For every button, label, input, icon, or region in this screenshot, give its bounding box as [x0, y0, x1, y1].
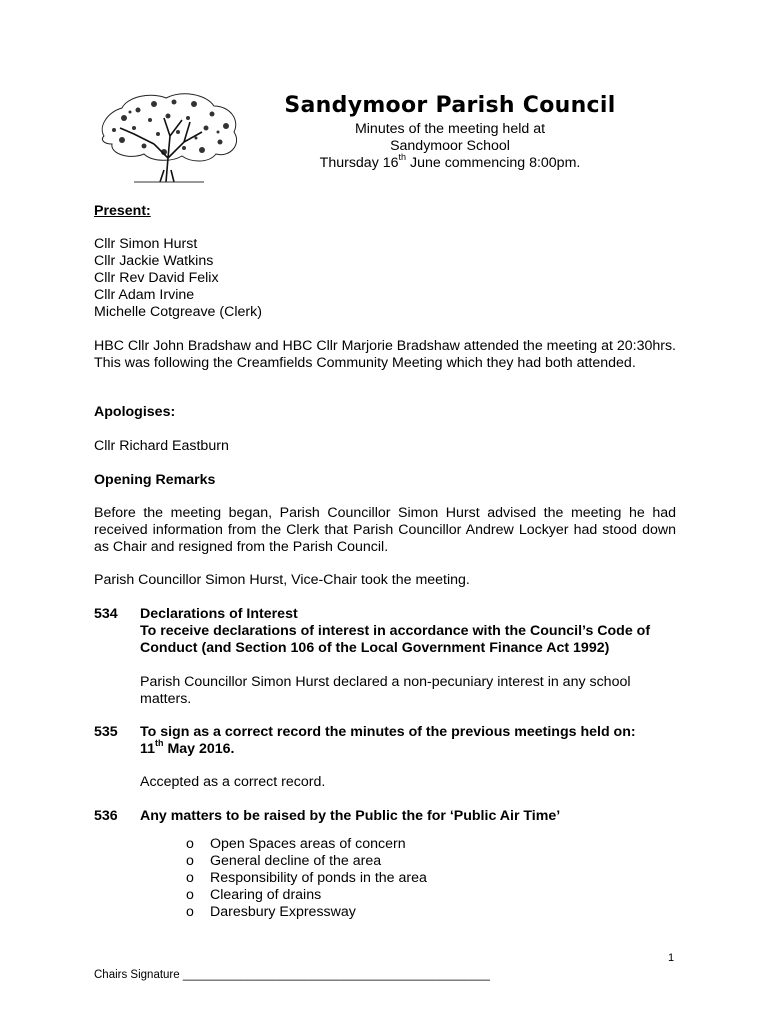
apologies-names: Cllr Richard Eastburn [94, 438, 229, 454]
meeting-date: Thursday 16th June commencing 8:00pm. [319, 152, 581, 171]
present-member: Michelle Cotgreave (Clerk) [94, 304, 262, 320]
list-item: Daresbury Expressway [210, 904, 356, 920]
apologies-heading: Apologises: [94, 404, 176, 420]
list-item: Open Spaces areas of concern [210, 836, 406, 852]
item-title: Any matters to be raised by the Public the for ‘Public Air Time’ [140, 808, 561, 824]
item-date: 11th May 2016. [140, 738, 235, 757]
item-body: Parish Councillor Simon Hurst declared a non-pecuniary interest in any school matters. [140, 674, 631, 707]
item-title: To sign as a correct record the minutes of the previous meetings held on: [140, 724, 636, 740]
list-item: General decline of the area [210, 853, 382, 869]
chairs-signature-line: Chairs Signature ________________________________________________ [94, 969, 490, 981]
present-member: Cllr Simon Hurst [94, 236, 198, 252]
meeting-venue: Sandymoor School [390, 138, 510, 154]
opening-para-2: Parish Councillor Simon Hurst, Vice-Chair took the meeting. [94, 572, 470, 588]
present-member: Cllr Adam Irvine [94, 287, 195, 303]
page-number: 1 [668, 952, 675, 964]
present-member: Cllr Jackie Watkins [94, 253, 214, 269]
item-subtitle: To receive declarations of interest in accordance with the Council’s Code of Conduct (and Section 106 of the Local Government Finance Act 1992) [140, 623, 651, 656]
item-number: 534 [94, 606, 118, 622]
item-title: Declarations of Interest [140, 606, 298, 622]
present-member: Cllr Rev David Felix [94, 270, 219, 286]
bullet-icon: o [186, 904, 194, 920]
item-number: 536 [94, 808, 118, 824]
list-item: Clearing of drains [210, 887, 322, 903]
bullet-icon: o [186, 836, 194, 852]
bullet-icon: o [186, 887, 194, 903]
council-title: Sandymoor Parish Council [284, 93, 616, 118]
bullet-icon: o [186, 870, 194, 886]
present-heading: Present: [94, 203, 151, 219]
list-item: Responsibility of ponds in the area [210, 870, 427, 886]
item-body: Accepted as a correct record. [140, 774, 326, 790]
opening-para-1: Before the meeting began, Parish Councillor Simon Hurst advised the meeting he had received information from the Clerk that Parish Councillor Andrew Lockyer had stood down as Chair and resigned from the Parish Council. [94, 505, 676, 555]
opening-heading: Opening Remarks [94, 472, 216, 488]
attendance-note: HBC Cllr John Bradshaw and HBC Cllr Marjorie Bradshaw attended the meeting at 20:30hrs. This was following the Creamfields Community Meeting which they had both attended. [94, 338, 676, 371]
bullet-icon: o [186, 853, 194, 869]
meeting-subtitle-line1: Minutes of the meeting held at [354, 121, 546, 137]
item-number: 535 [94, 724, 118, 740]
